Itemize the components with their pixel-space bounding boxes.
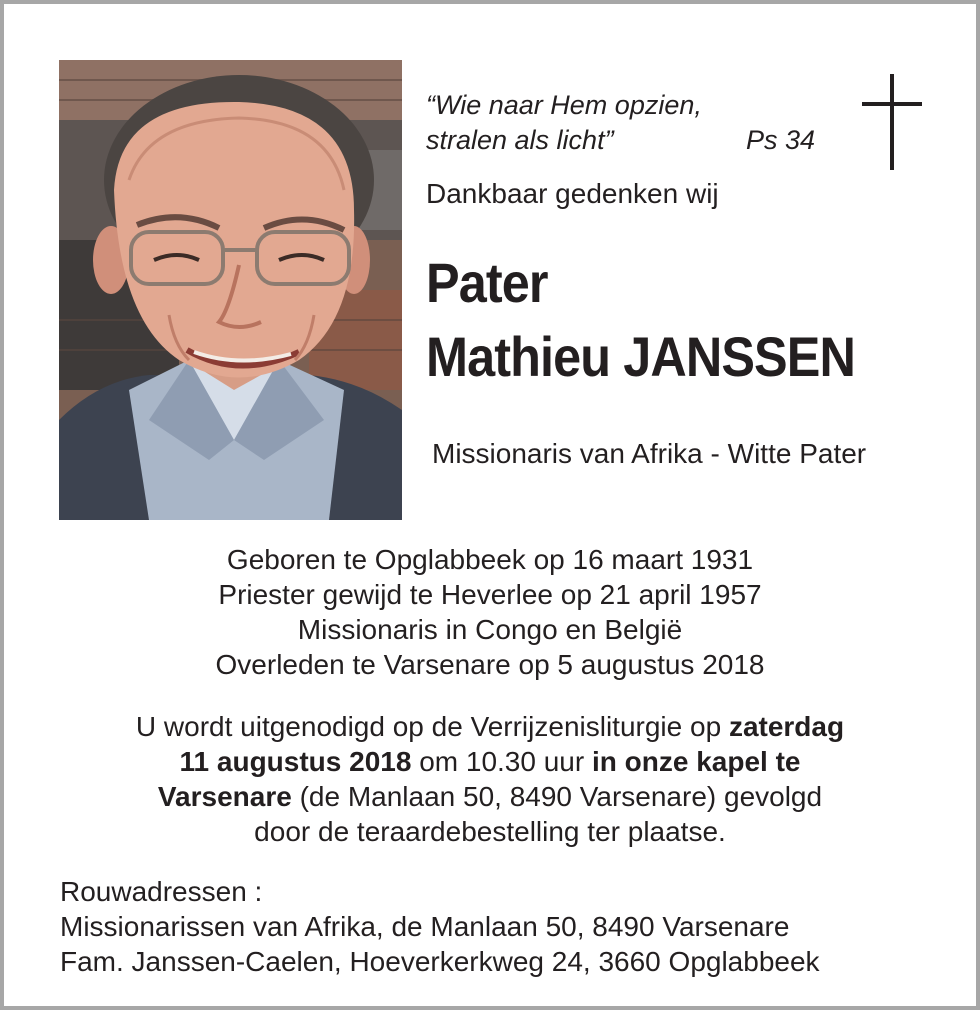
invite-time: om 10.30 uur [411, 746, 592, 777]
address-line-2: Fam. Janssen-Caelen, Hoeverkerkweg 24, 3660 Opglabbeek [60, 946, 820, 977]
name-full: Mathieu JANSSEN [426, 325, 855, 388]
death-line: Overleden te Varsenare op 5 augustus 2018 [215, 649, 765, 680]
invite-place-1: in onze kapel te [591, 746, 801, 777]
invite-line-1 [40, 709, 940, 744]
invite-line-2 [40, 744, 940, 779]
addresses-heading: Rouwadressen : [60, 876, 263, 907]
quote-line-1: “Wie naar Hem opzien, [426, 90, 702, 120]
funeral-invitation [40, 709, 940, 849]
condolence-addresses [60, 874, 820, 979]
invite-line-3 [40, 779, 940, 814]
bible-quote [426, 88, 826, 158]
invite-day: zaterdag [728, 711, 845, 742]
mission-line: Missionaris in Congo en België [297, 614, 683, 645]
religious-order: Missionaris van Afrika - Witte Pater [432, 438, 867, 469]
address-line-1: Missionarissen van Afrika, de Manlaan 50, 8490 Varsenare [60, 911, 790, 942]
invite-address: (de Manlaan 50, 8490 Varsenare) gevolgd [291, 781, 823, 812]
invite-date: 11 augustus 2018 [179, 746, 412, 777]
life-dates [0, 542, 980, 682]
intro-text: Dankbaar gedenken wij [426, 178, 719, 209]
quote-reference: Ps 34 [746, 125, 816, 155]
cross-icon [862, 74, 922, 170]
invite-text-1a: U wordt uitgenodigd op de Verrijzenisliturgie op [135, 711, 729, 742]
name-title: Pater [426, 251, 548, 314]
ordination-line: Priester gewijd te Heverlee op 21 april 1957 [218, 579, 762, 610]
quote-line-2-wrapper [426, 123, 826, 158]
portrait-illustration [59, 60, 402, 520]
portrait-photo [59, 60, 402, 520]
invite-line-4: door de teraardebestelling ter plaatse. [254, 816, 726, 847]
quote-line-2: stralen als licht” [426, 125, 614, 155]
deceased-name [426, 246, 855, 394]
invite-place-2: Varsenare [157, 781, 292, 812]
birth-line: Geboren te Opglabbeek op 16 maart 1931 [226, 544, 754, 575]
